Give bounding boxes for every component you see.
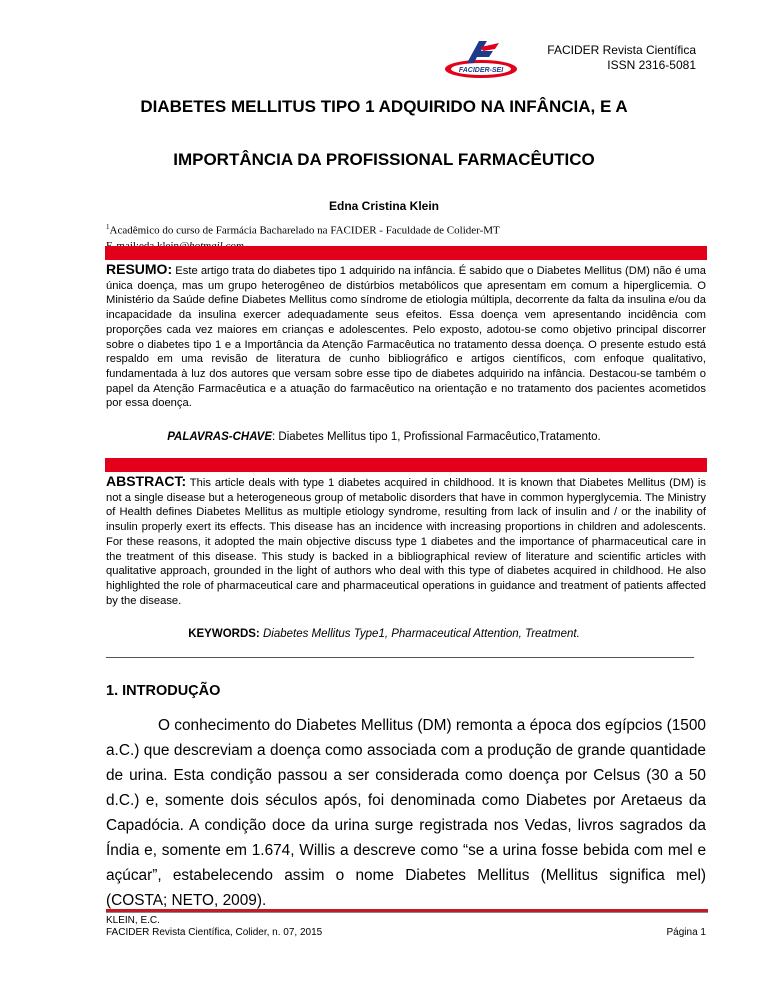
resumo-block [106, 262, 706, 411]
abstract-red-bar [105, 458, 707, 472]
abstract-text: This article deals with type 1 diabetes acquired in childhood. It is known that Diabetes Mellitus (DM) is not a single disease but a heterogeneous group of metabolic disorders that have in common hyperglycemia. The Ministry of Health defines Diabetes Mellitus as multiple etiology syndrome, resulting from lack of insulin and / or the inability of insulin properly exert its effects. This disease has an incidence with increasing proportions in children and adolescents. For these reasons, it adopted the main objective discuss type 1 diabetes and the importance of pharmaceutical care in the treatment of this disease. This study is backed in a bibliographical review of literature and scientific articles with qualitative approach, grounded in the light of authors who deal with this type of diabetes acquired in childhood. He also highlighted the role of pharmaceutical care and pharmaceutical operations in guidance and treatment of patients affected by the disease. [106, 477, 706, 607]
journal-logo [441, 37, 521, 81]
resumo-text: Este artigo trata do diabetes tipo 1 adquirido na infância. É sabido que o Diabetes Mellitus (DM) não é uma única doença, mas um grupo heterogêneo de distúrbios metabólicos que apresentam em comum a hiperglicemia. O Ministério da Saúde define Diabetes Mellitus como síndrome de etiologia múltipla, decorrente da falta da insulina e/ou da incapacidade da insulina exercer adequadamente seus efeitos. Essa doença vem apresentando incidência com proporções cada vez maiores em crianças e adolescentes. Pelo exposto, adotou-se como objetivo principal discorrer sobre o diabetes tipo 1 e a Importância da Atenção Farmacêutica no tratamento dessa doença. O presente estudo está respaldo em uma revisão de literatura de cunho bibliográfico e artigos científicos, com enfoque qualitativo, fundamentada à luz dos autores que versam sobre esse tipo de diabetes adquirido na infância. Destacou-se também o papel da Atenção Farmacêutica e a atuação do farmacêutico na orientação e no tratamento dos pacientes acometidos por essa doença. [106, 265, 706, 410]
affiliation-marker: 1 [106, 223, 110, 231]
keywords-label: KEYWORDS: [188, 628, 260, 640]
abstract-keywords [60, 628, 708, 640]
abstract-label: ABSTRACT: [106, 473, 187, 489]
footer-citation: FACIDER Revista Científica, Colider, n. 07, 2015 [106, 927, 323, 938]
footer-author: KLEIN, E.C. [106, 915, 160, 926]
keywords-text: Diabetes Mellitus Type1, Pharmaceutical Attention, Treatment. [262, 628, 580, 640]
affiliation-text: Acadêmico do curso de Farmácia Bacharelado na FACIDER - Faculdade de Colider-MT [109, 224, 500, 237]
abstract-block [106, 474, 706, 608]
resumo-keywords [60, 431, 708, 443]
palavras-chave-text: : Diabetes Mellitus tipo 1, Profissional Farmacêutico,Tratamento. [272, 431, 601, 443]
page-number: Página 1 [666, 927, 706, 938]
journal-issn: ISSN 2316-5081 [607, 58, 696, 72]
journal-header [547, 43, 696, 73]
section-heading: 1. INTRODUÇÃO [106, 683, 221, 699]
author-name: Edna Cristina Klein [328, 199, 440, 213]
page-footer [106, 915, 322, 939]
article-title-line-2: IMPORTÂNCIA DA PROFISSIONAL FARMACÊUTICO [173, 150, 595, 169]
journal-name: FACIDER Revista Científica [547, 43, 696, 57]
intro-paragraph: O conhecimento do Diabetes Mellitus (DM) remonta a época dos egípcios (1500 a.C.) que descreviam a doença como associada com a produção de grande quantidade de urina. Esta condição passou a ser considerada como doença por Celsus (30 a 50 d.C.) e, somente dois séculos após, foi denominada como Diabetes por Aretaeus da Capadócia. A condição doce da urina surge registrada nos Vedas, livros sagrados da Índia e, somente em 1.674, Willis a descreve como “se a urina fosse bebida com mel e açúcar”, estabelecendo assim o nome Diabetes Mellitus (Mellitus significa mel) (COSTA; NETO, 2009). [106, 717, 706, 909]
article-title-line-1: DIABETES MELLITUS TIPO 1 ADQUIRIDO NA INFÂNCIA, E A [140, 97, 628, 116]
footer-rule [106, 909, 708, 913]
svg-text:FACIDER-SEI: FACIDER-SEI [458, 67, 504, 74]
resumo-label: RESUMO: [106, 261, 173, 277]
resumo-red-bar [105, 246, 707, 260]
section-separator [106, 657, 694, 658]
palavras-chave-label: PALAVRAS-CHAVE [167, 431, 273, 443]
